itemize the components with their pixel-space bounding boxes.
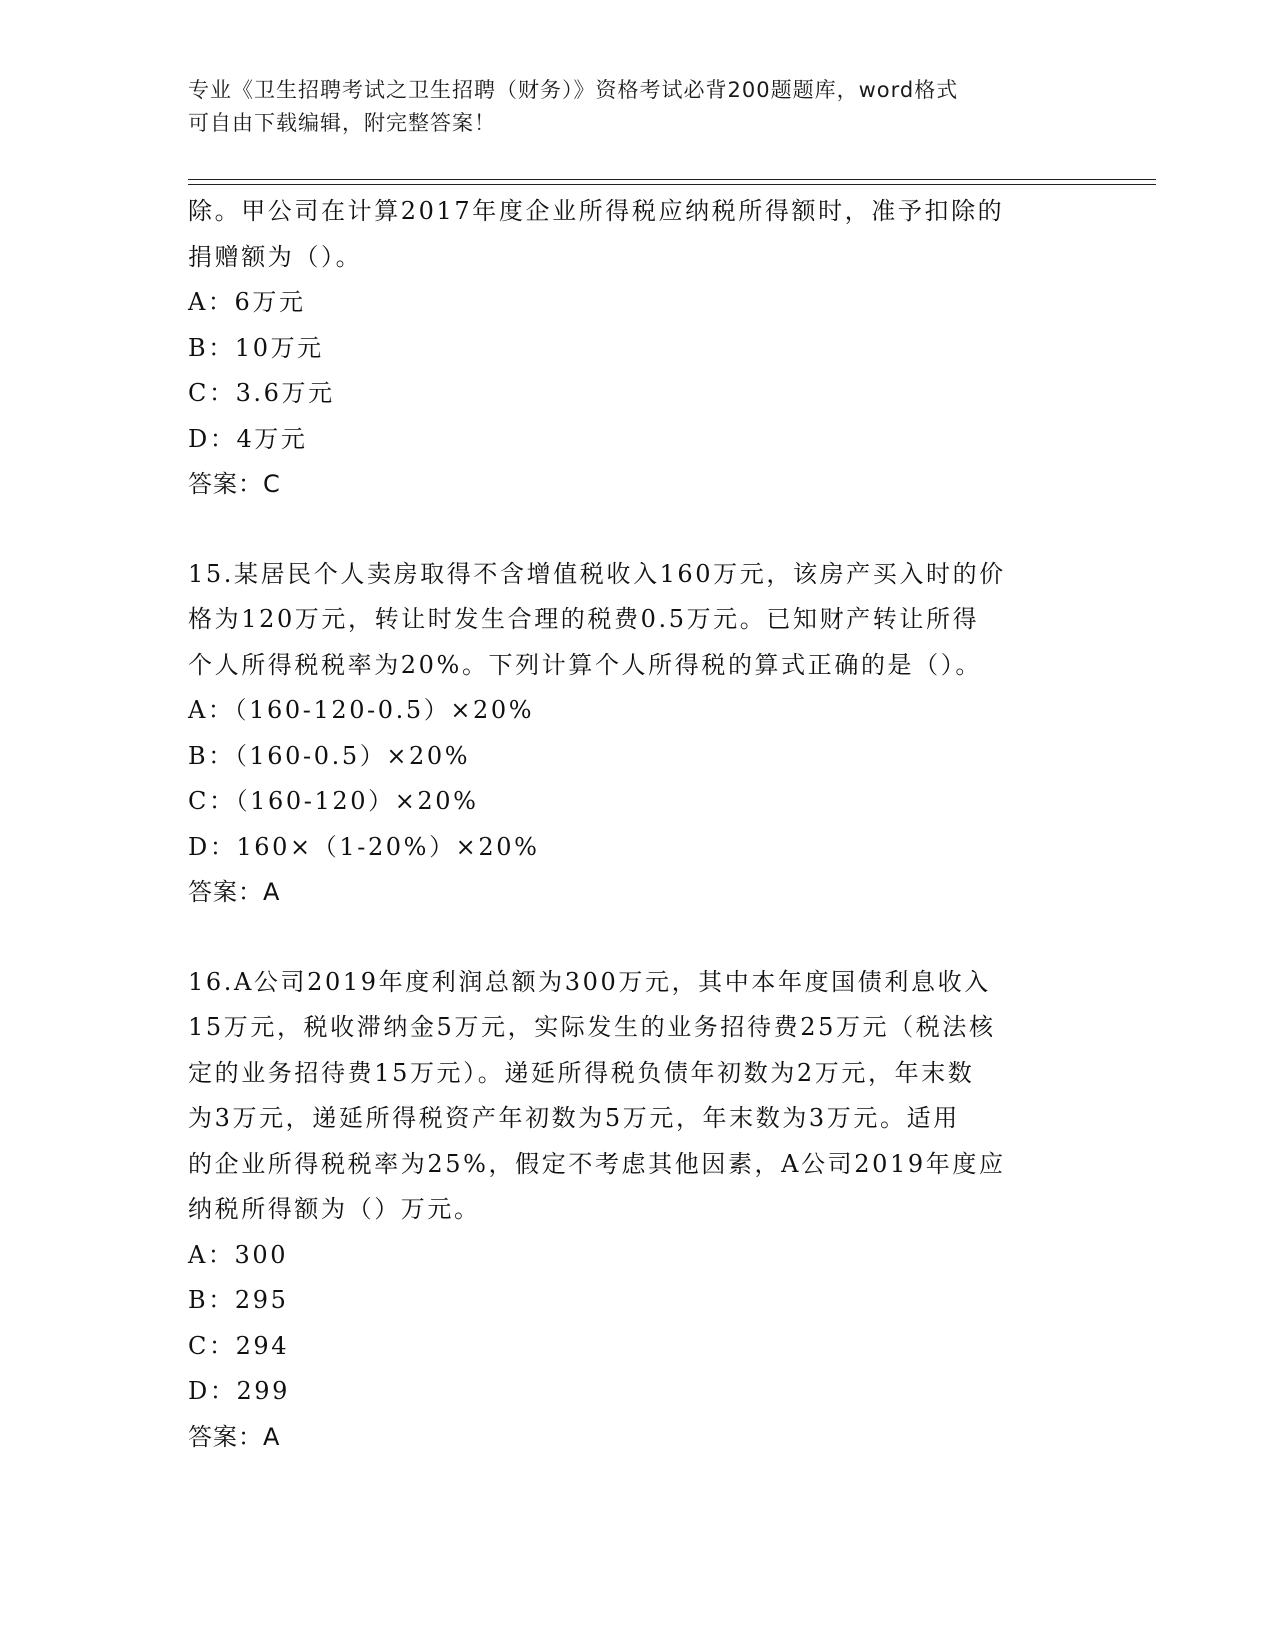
question-stem-line: 为3万元，递延所得税资产年初数为5万元，年末数为3万元。适用 [188,1104,960,1132]
question-15 [188,552,1088,916]
answer-line: 答案：A [188,878,281,906]
option-b: B：（160-0.5）×20% [188,741,471,770]
question-stem-line: 定的业务招待费15万元）。递延所得税负债年初数为2万元，年末数 [188,1058,975,1087]
question-stem-line: 15万元，税收滞纳金5万元，实际发生的业务招待费25万元（税法核 [188,1013,996,1041]
question-14 [188,189,1088,508]
question-stem-line: 15.某居民个人卖房取得不含增值税收入160万元，该房产买入时的价 [188,559,1006,588]
option-a: A：6万元 [188,288,306,316]
option-d: D：4万元 [188,424,308,453]
header-divider-top [188,179,1156,180]
document-body [188,189,1088,1460]
option-a: A：300 [188,1240,289,1269]
header-divider-bottom [188,184,1156,185]
option-c: C：（160-120）×20% [188,787,479,815]
option-b: B：295 [188,1286,289,1314]
option-b: B：10万元 [188,333,324,362]
question-spacer [188,508,1088,552]
question-stem-line: 纳税所得额为（）万元。 [188,1195,481,1223]
question-stem-line: 16.A公司2019年度利润总额为300万元，其中本年度国债利息收入 [188,967,991,996]
header-title-line-2: 可自由下载编辑，附完整答案！ [188,111,496,135]
answer-line: 答案：A [188,1422,281,1451]
document-header [188,74,1088,140]
option-d: D：299 [188,1377,291,1405]
question-stem-line: 捐赠额为（）。 [188,242,363,271]
question-stem-line: 除。甲公司在计算2017年度企业所得税应纳税所得额时，准予扣除的 [188,197,1005,225]
question-stem-line: 的企业所得税税率为25%，假定不考虑其他因素，A公司2019年度应 [188,1149,1006,1178]
question-stem-line: 格为120万元，转让时发生合理的税费0.5万元。已知财产转让所得 [188,605,980,633]
option-c: C：3.6万元 [188,379,335,407]
option-c: C：294 [188,1331,290,1360]
option-d: D：160×（1-20%）×20% [188,832,540,861]
answer-line: 答案：C [188,470,281,498]
option-a: A：（160-120-0.5）×20% [188,696,535,724]
question-16 [188,960,1088,1461]
header-title-line-1: 专业《卫生招聘考试之卫生招聘（财务）》资格考试必背200题题库，word格式 [188,78,959,102]
question-spacer [188,916,1088,960]
question-stem-line: 个人所得税税率为20%。下列计算个人所得税的算式正确的是（）。 [188,650,982,679]
